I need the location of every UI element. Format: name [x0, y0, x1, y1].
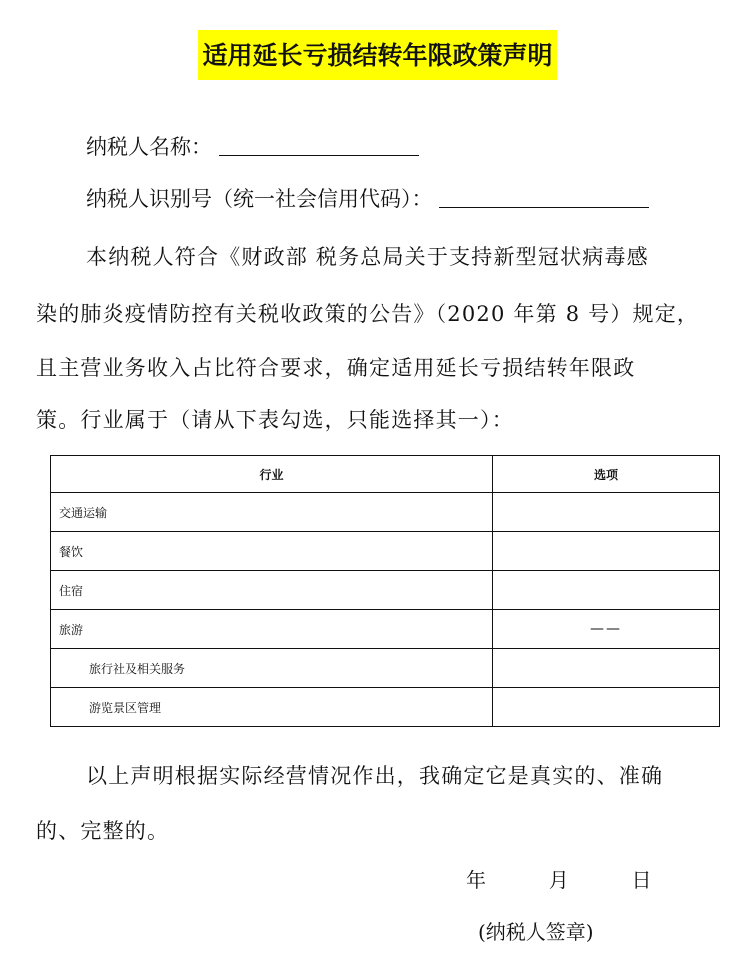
- title-container: [0, 30, 755, 80]
- table-row: [51, 649, 720, 688]
- table-header-row: [51, 456, 720, 493]
- industry-cell: 交通运输: [51, 493, 493, 532]
- declaration-line-2: 的、完整的。: [36, 819, 170, 843]
- industry-cell: 旅行社及相关服务: [51, 649, 493, 688]
- industry-cell: 游览景区管理: [51, 688, 493, 727]
- body-line-3: 且主营业务收入占比符合要求，确定适用延长亏损结转年限政: [36, 356, 636, 380]
- table-row: [51, 688, 720, 727]
- option-cell[interactable]: [493, 571, 720, 610]
- taxpayer-id-field[interactable]: [439, 187, 649, 208]
- taxpayer-name-label: 纳税人名称：: [86, 135, 212, 159]
- taxpayer-id-label: 纳税人识别号（统一社会信用代码）：: [86, 187, 433, 211]
- date-year: 年: [466, 868, 486, 892]
- industry-table: [50, 455, 720, 727]
- option-cell[interactable]: [493, 493, 720, 532]
- body-line-1: 本纳税人符合《财政部 税务总局关于支持新型冠状病毒感: [86, 245, 649, 269]
- table-row: [51, 571, 720, 610]
- page-title: 适用延长亏损结转年限政策声明: [198, 30, 556, 80]
- table-row: [51, 610, 720, 649]
- date-month: 月: [548, 868, 569, 892]
- body-line-2: 染的肺炎疫情防控有关税收政策的公告》（2020 年第 8 号）规定，: [36, 302, 700, 326]
- option-cell[interactable]: [493, 688, 720, 727]
- industry-cell: 餐饮: [51, 532, 493, 571]
- taxpayer-id-row: [86, 183, 649, 213]
- declaration-line-1: 以上声明根据实际经营情况作出，我确定它是真实的、准确: [86, 764, 664, 788]
- industry-cell: 旅游: [51, 610, 493, 649]
- header-industry: 行业: [51, 456, 493, 493]
- table-row: [51, 493, 720, 532]
- signature-label: (纳税人签章): [478, 920, 594, 944]
- taxpayer-name-row: [86, 131, 419, 161]
- date-row: [466, 864, 651, 893]
- option-cell: ——: [493, 610, 720, 649]
- table-row: [51, 532, 720, 571]
- option-cell[interactable]: [493, 649, 720, 688]
- body-line-4: 策。行业属于（请从下表勾选，只能选择其一）：: [36, 408, 514, 432]
- date-day: 日: [631, 868, 652, 892]
- industry-cell: 住宿: [51, 571, 493, 610]
- option-cell[interactable]: [493, 532, 720, 571]
- header-option: 选项: [493, 456, 720, 493]
- taxpayer-name-field[interactable]: [219, 135, 419, 156]
